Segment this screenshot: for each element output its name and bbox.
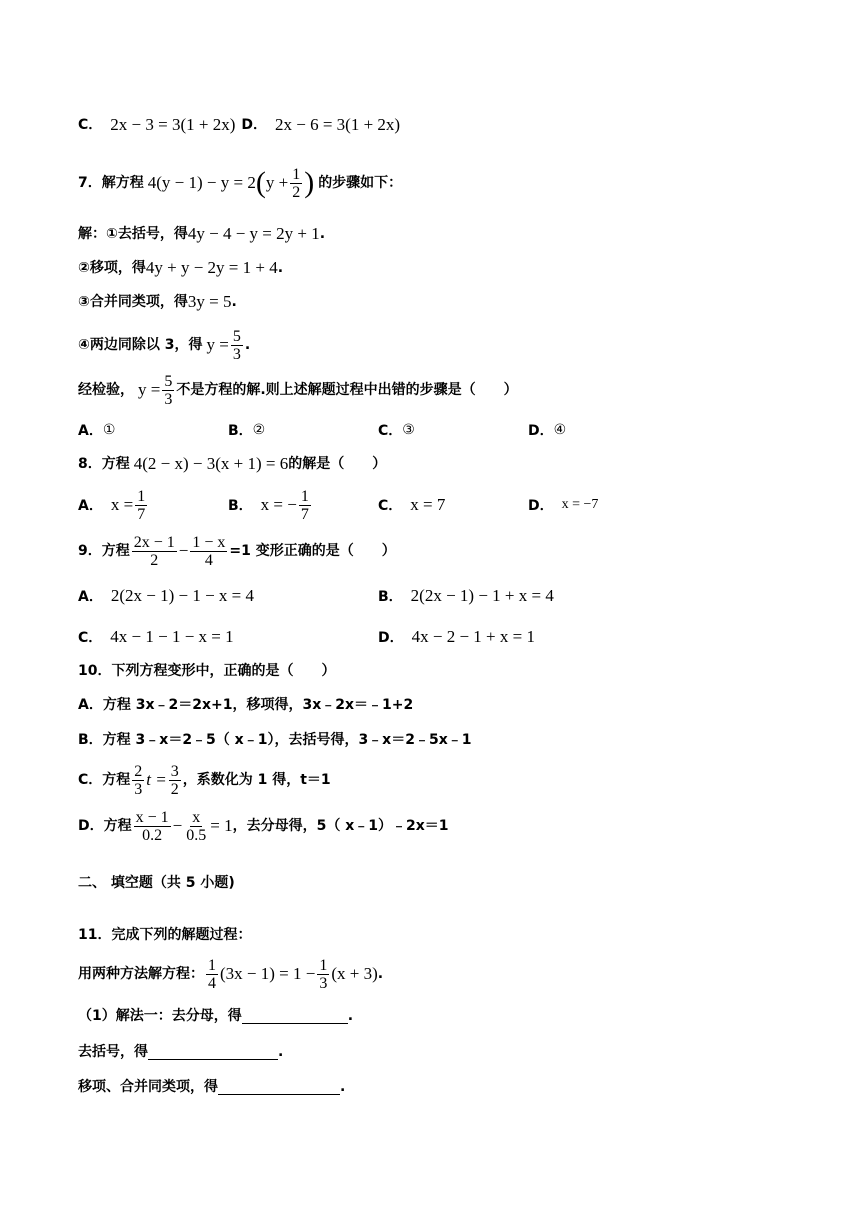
q7-step4 [78, 327, 250, 363]
q7-number: 7． [78, 175, 102, 191]
q7-option-d[interactable] [528, 420, 566, 440]
q9-stem [78, 532, 396, 570]
q7-option-c[interactable] [378, 420, 415, 440]
q7-option-d-label: D． [528, 423, 554, 439]
q9-option-d-expr: 4x − 2 − 1 + x = 1 [411, 627, 535, 646]
q11-line4-end: . [278, 1044, 284, 1060]
q7-check-prefix: 经检验， [78, 382, 134, 398]
q10-option-c-fraction-2 [169, 763, 181, 798]
q10-option-c-label: C． [78, 772, 103, 788]
q8-option-a-lhs: x = [110, 495, 134, 514]
q8-stem-expr: 4(2 − x) − 3(x + 1) = 6 [133, 454, 289, 473]
q6-option-d-label: D． [241, 117, 267, 133]
q7-step3-expr: 3y = 5 [187, 292, 232, 311]
q11-number: 11． [78, 927, 112, 943]
q10-option-c[interactable] [78, 761, 331, 799]
q6-option-c-label: C． [78, 117, 103, 133]
q9-option-d[interactable] [378, 627, 535, 647]
q9-option-b-expr: 2(2x − 1) − 1 + x = 4 [410, 586, 554, 605]
q9-option-c[interactable] [78, 627, 234, 647]
q10-option-d-suffix: ，去分母得，5（ x﹣1）﹣2x＝1 [232, 818, 449, 834]
q10-option-d-fraction-2 [184, 809, 208, 844]
q8-stem-suffix: 的解是（ ） [288, 456, 387, 472]
q9-option-d-label: D． [378, 630, 404, 646]
q8-option-b-num: 1 [300, 487, 309, 505]
q7-option-b[interactable] [228, 420, 265, 440]
q7-check [78, 371, 518, 409]
q10-option-a[interactable] [78, 695, 413, 715]
q9-fraction-2 [190, 534, 227, 569]
q6-option-d-expr: 2x − 6 = 3(1 + 2x) [275, 115, 401, 134]
q7-step4-fraction [231, 328, 243, 363]
q10-option-d-num-1: x − 1 [135, 808, 169, 826]
q7-step1-label: 解：①去括号，得 [78, 226, 188, 242]
q8-option-d-label: D． [528, 498, 554, 514]
q7-option-a-text: ① [102, 422, 116, 438]
q11-line3 [78, 1006, 353, 1026]
q7-step4-num: 5 [232, 327, 241, 345]
q7-option-c-label: C． [378, 423, 403, 439]
q7-step4-lhs: y = [206, 335, 229, 354]
q7-fraction-den: 2 [292, 183, 301, 201]
q10-option-d-minus: − [172, 816, 183, 835]
q7-option-d-text: ④ [553, 422, 567, 438]
q9-minus: − [178, 541, 189, 560]
q8-option-c-label: C． [378, 498, 403, 514]
q6-option-c-expr: 2x − 3 = 3(1 + 2x) [110, 115, 236, 134]
q11-fraction-1-den: 4 [208, 974, 216, 992]
q9-stem-prefix: 方程 [101, 543, 130, 559]
q9-option-c-label: C． [78, 630, 103, 646]
q7-step2-end: . [277, 260, 284, 276]
q11-tail-expr: (x + 3) [331, 964, 378, 983]
q7-step2 [78, 258, 283, 278]
q8-number: 8． [78, 456, 102, 472]
q10-option-b-text: 方程 3﹣x＝2﹣5（ x﹣1），去括号得，3﹣x＝2﹣5x﹣1 [102, 732, 472, 748]
q8-option-a[interactable] [78, 486, 149, 524]
q11-line3-end: . [347, 1008, 354, 1024]
q7-check-suffix: 不是方程的解.则上述解题过程中出错的步骤是（ ） [176, 382, 518, 398]
q7-stem [78, 165, 402, 201]
q10-option-d-prefix: 方程 [103, 818, 132, 834]
q8-option-b[interactable] [228, 486, 313, 524]
q9-option-b-label: B． [378, 589, 403, 605]
q7-step4-label: ④两边同除以 3，得 [78, 337, 203, 353]
q11-fraction-1-num: 1 [208, 956, 216, 974]
q10-option-a-label: A． [78, 697, 103, 713]
q9-fraction-2-num: 1 − x [192, 533, 226, 551]
q10-option-d-fraction-1 [134, 809, 171, 844]
q8-option-b-lhs: x = − [260, 495, 297, 514]
q11-stem [78, 925, 251, 945]
q10-option-b-label: B． [78, 732, 103, 748]
q7-stem-prefix: 解方程 [101, 175, 144, 191]
q9-stem-suffix: =1 变形正确的是（ ） [229, 543, 396, 559]
q10-option-d-num-2: x [192, 808, 201, 826]
q7-step4-end: . [244, 337, 251, 353]
q7-equation-inner: y + [265, 173, 289, 192]
q10-option-d-den-1: 0.2 [142, 826, 163, 844]
q9-option-a-expr: 2(2x − 1) − 1 − x = 4 [110, 586, 255, 605]
q7-fraction [290, 166, 302, 201]
q10-option-c-t: t = [146, 770, 167, 789]
q11-line2-prefix: 用两种方法解方程： [78, 966, 204, 982]
q7-option-b-text: ② [252, 422, 266, 438]
q11-blank-1[interactable] [242, 1009, 348, 1024]
q10-stem [78, 661, 335, 681]
q10-option-b[interactable] [78, 730, 471, 750]
q10-option-c-num-2: 3 [170, 762, 179, 780]
q7-step3-end: . [231, 294, 237, 310]
q7-step1 [78, 224, 325, 244]
q10-option-c-fraction-1 [132, 763, 144, 798]
q11-blank-2[interactable] [148, 1045, 278, 1060]
q10-option-c-num-1: 2 [134, 762, 143, 780]
q11-line5 [78, 1077, 345, 1097]
q11-line3-text: （1）解法一：去分母，得 [78, 1008, 242, 1024]
q8-option-c-expr: x = 7 [410, 495, 446, 514]
q11-line4-text: 去括号，得 [78, 1044, 148, 1060]
q7-option-b-label: B． [228, 423, 253, 439]
q9-option-b[interactable] [378, 586, 554, 606]
q7-option-c-text: ③ [402, 422, 415, 438]
q10-option-a-text: 方程 3x﹣2＝2x+1，移项得，3x﹣2x＝﹣1+2 [102, 697, 414, 713]
q7-equation-left: 4(y − 1) − y = 2 [147, 173, 256, 192]
q7-step4-den: 3 [232, 345, 241, 363]
q9-option-a-label: A． [78, 589, 103, 605]
q7-option-a[interactable] [78, 420, 115, 440]
q7-check-den: 3 [164, 390, 173, 408]
q9-fraction-2-den: 4 [204, 551, 213, 569]
q10-option-d[interactable] [78, 806, 449, 846]
section-2-title-text: 二、 填空题（共 5 小题) [78, 875, 235, 891]
q7-check-fraction [162, 373, 174, 408]
q9-fraction-1-den: 2 [150, 551, 159, 569]
q8-option-d-expr: x = −7 [561, 497, 599, 512]
q7-option-a-label: A． [78, 423, 103, 439]
q10-option-d-label: D． [78, 818, 104, 834]
q8-option-a-fraction [135, 488, 147, 523]
q10-number: 10． [78, 663, 112, 679]
q7-step3 [78, 292, 237, 312]
q11-line4 [78, 1042, 283, 1062]
q11-line2-end: . [377, 966, 384, 982]
q8-option-a-den: 7 [137, 505, 146, 523]
q7-check-lhs: y = [138, 380, 161, 399]
q11-equation-line [78, 954, 383, 994]
q11-mid-expr: (3x − 1) = 1 − [220, 964, 316, 983]
q11-fraction-2 [317, 957, 329, 992]
q9-fraction-1 [132, 534, 177, 569]
q11-stem-text: 完成下列的解题过程： [111, 927, 252, 943]
q10-option-c-den-1: 3 [134, 780, 143, 798]
q11-fraction-2-num: 1 [319, 956, 328, 974]
q7-right-paren: ) [304, 166, 315, 199]
q7-left-paren: ( [255, 166, 266, 199]
q9-option-a[interactable] [78, 586, 254, 606]
q7-step2-expr: 4y + y − 2y = 1 + 4 [145, 258, 278, 277]
q8-stem [78, 454, 386, 474]
q7-stem-suffix: 的步骤如下： [318, 175, 403, 191]
q8-option-a-label: A． [78, 498, 103, 514]
q8-option-d[interactable] [528, 495, 598, 515]
q11-fraction-1 [206, 957, 218, 992]
q9-fraction-1-num: 2x − 1 [133, 533, 175, 551]
q11-fraction-2-den: 3 [319, 974, 328, 992]
q6-options-cd [78, 115, 400, 135]
q8-option-b-den: 7 [300, 505, 309, 523]
q8-stem-prefix: 方程 [101, 456, 130, 472]
q7-step1-expr: 4y − 4 − y = 2y + 1 [187, 224, 320, 243]
q10-stem-text: 下列方程变形中，正确的是（ ） [111, 663, 336, 679]
q10-option-c-den-2: 2 [170, 780, 179, 798]
q11-line5-end: . [340, 1079, 346, 1095]
q9-number: 9． [78, 543, 102, 559]
q10-option-c-prefix: 方程 [102, 772, 131, 788]
q7-step3-label: ③合并同类项，得 [78, 294, 188, 310]
q7-check-num: 5 [164, 372, 173, 390]
section-2-title [78, 873, 235, 893]
q11-line5-text: 移项、合并同类项，得 [78, 1079, 218, 1095]
q7-step1-end: . [319, 226, 326, 242]
q10-option-c-suffix: ，系数化为 1 得，t＝1 [182, 772, 331, 788]
q10-option-d-den-2: 0.5 [186, 826, 207, 844]
q10-option-d-eq: = 1 [210, 816, 233, 835]
q9-option-c-expr: 4x − 1 − 1 − x = 1 [110, 627, 234, 646]
q11-blank-3[interactable] [218, 1080, 340, 1095]
q8-option-c[interactable] [378, 495, 445, 515]
q8-option-a-num: 1 [137, 487, 146, 505]
q8-option-b-label: B． [228, 498, 253, 514]
q8-option-b-fraction [299, 488, 311, 523]
q7-step2-label: ②移项，得 [78, 260, 146, 276]
q7-fraction-num: 1 [292, 165, 301, 183]
